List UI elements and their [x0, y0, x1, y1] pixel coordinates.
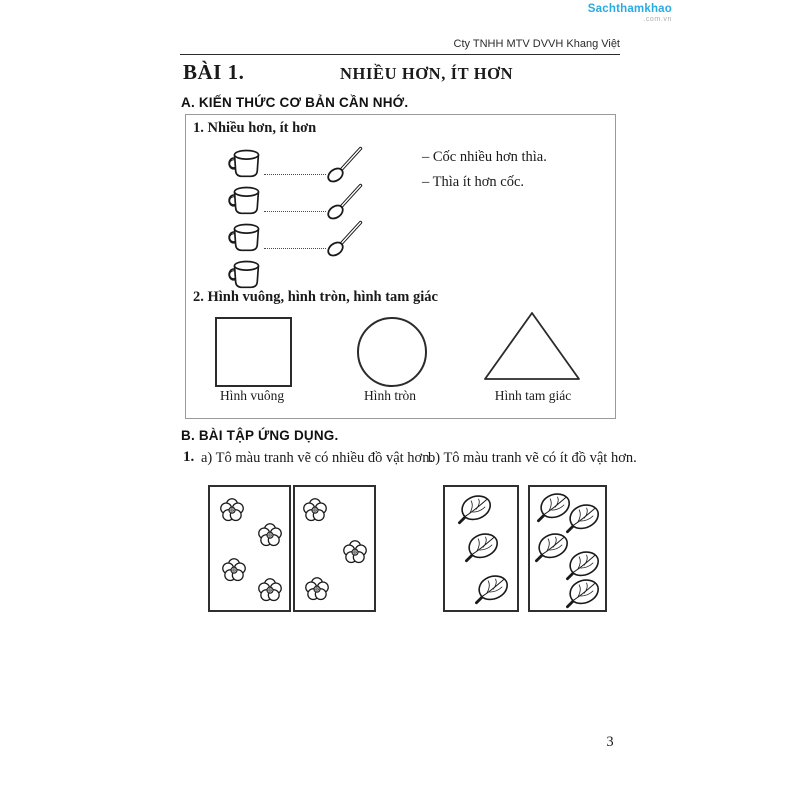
- leaf-icon: [464, 531, 500, 563]
- exercise-number: 1.: [183, 449, 195, 465]
- cup-icon: [228, 184, 264, 215]
- flower-icon: [219, 498, 245, 522]
- part2-heading: 2. Hình vuông, hình tròn, hình tam giác: [193, 289, 438, 305]
- leaf-icon: [565, 502, 601, 534]
- leaf-icon: [565, 577, 601, 609]
- cup-spoon-match-line: [264, 211, 326, 212]
- page-number: 3: [606, 734, 614, 750]
- flower-icon: [302, 498, 328, 522]
- square-shape: [215, 317, 292, 387]
- spoon-icon: [326, 145, 364, 183]
- lesson-number: BÀI 1.: [183, 60, 245, 84]
- cup-icon: [228, 258, 264, 289]
- triangle-label: Hình tam giác: [494, 388, 572, 403]
- page-header: [180, 38, 620, 55]
- flower-icon: [221, 558, 247, 582]
- flower-panel-fewer: [293, 485, 376, 612]
- cup-spoon-match-line: [264, 174, 326, 175]
- circle-shape: [357, 317, 427, 387]
- cup-icon: [228, 147, 264, 178]
- section-b-heading: B. BÀI TẬP ỨNG DỤNG.: [181, 428, 339, 443]
- knowledge-box: [185, 114, 616, 419]
- spoon-icon: [326, 219, 364, 257]
- cup-spoon-match-line: [264, 248, 326, 249]
- flower-icon: [342, 540, 368, 564]
- spoon-icon: [326, 182, 364, 220]
- section-a-heading: A. KIẾN THỨC CƠ BẢN CẦN NHỚ.: [181, 95, 409, 110]
- lesson-title: NHIỀU HƠN, ÍT HƠN: [340, 64, 514, 83]
- flower-icon: [257, 578, 283, 602]
- company-name: Cty TNHH MTV DVVH Khang Việt: [453, 38, 620, 50]
- square-label: Hình vuông: [219, 388, 285, 403]
- circle-label: Hình tròn: [363, 388, 417, 403]
- leaf-panel-fewer: [443, 485, 519, 612]
- triangle-shape: [480, 309, 586, 383]
- part1-heading: 1. Nhiều hơn, ít hơn: [193, 120, 317, 136]
- leaf-icon: [474, 573, 510, 605]
- flower-panel-more: [208, 485, 291, 612]
- watermark-logo: [562, 4, 672, 23]
- note-line: – Thìa ít hơn cốc.: [422, 174, 525, 190]
- logo-brand-text: Sachthamkhao: [587, 3, 672, 15]
- note-line: – Cốc nhiều hơn thìa.: [422, 149, 547, 165]
- flower-icon: [304, 577, 330, 601]
- flower-icon: [257, 523, 283, 547]
- leaf-panel-more: [528, 485, 607, 612]
- exercise-part-b: b) Tô màu tranh vẽ có ít đồ vật hơn.: [428, 450, 637, 466]
- logo-domain-text: .com.vn: [643, 15, 672, 23]
- cup-icon: [228, 221, 264, 252]
- leaf-icon: [457, 493, 493, 525]
- exercise-part-a: a) Tô màu tranh vẽ có nhiều đồ vật hơn.: [201, 450, 434, 466]
